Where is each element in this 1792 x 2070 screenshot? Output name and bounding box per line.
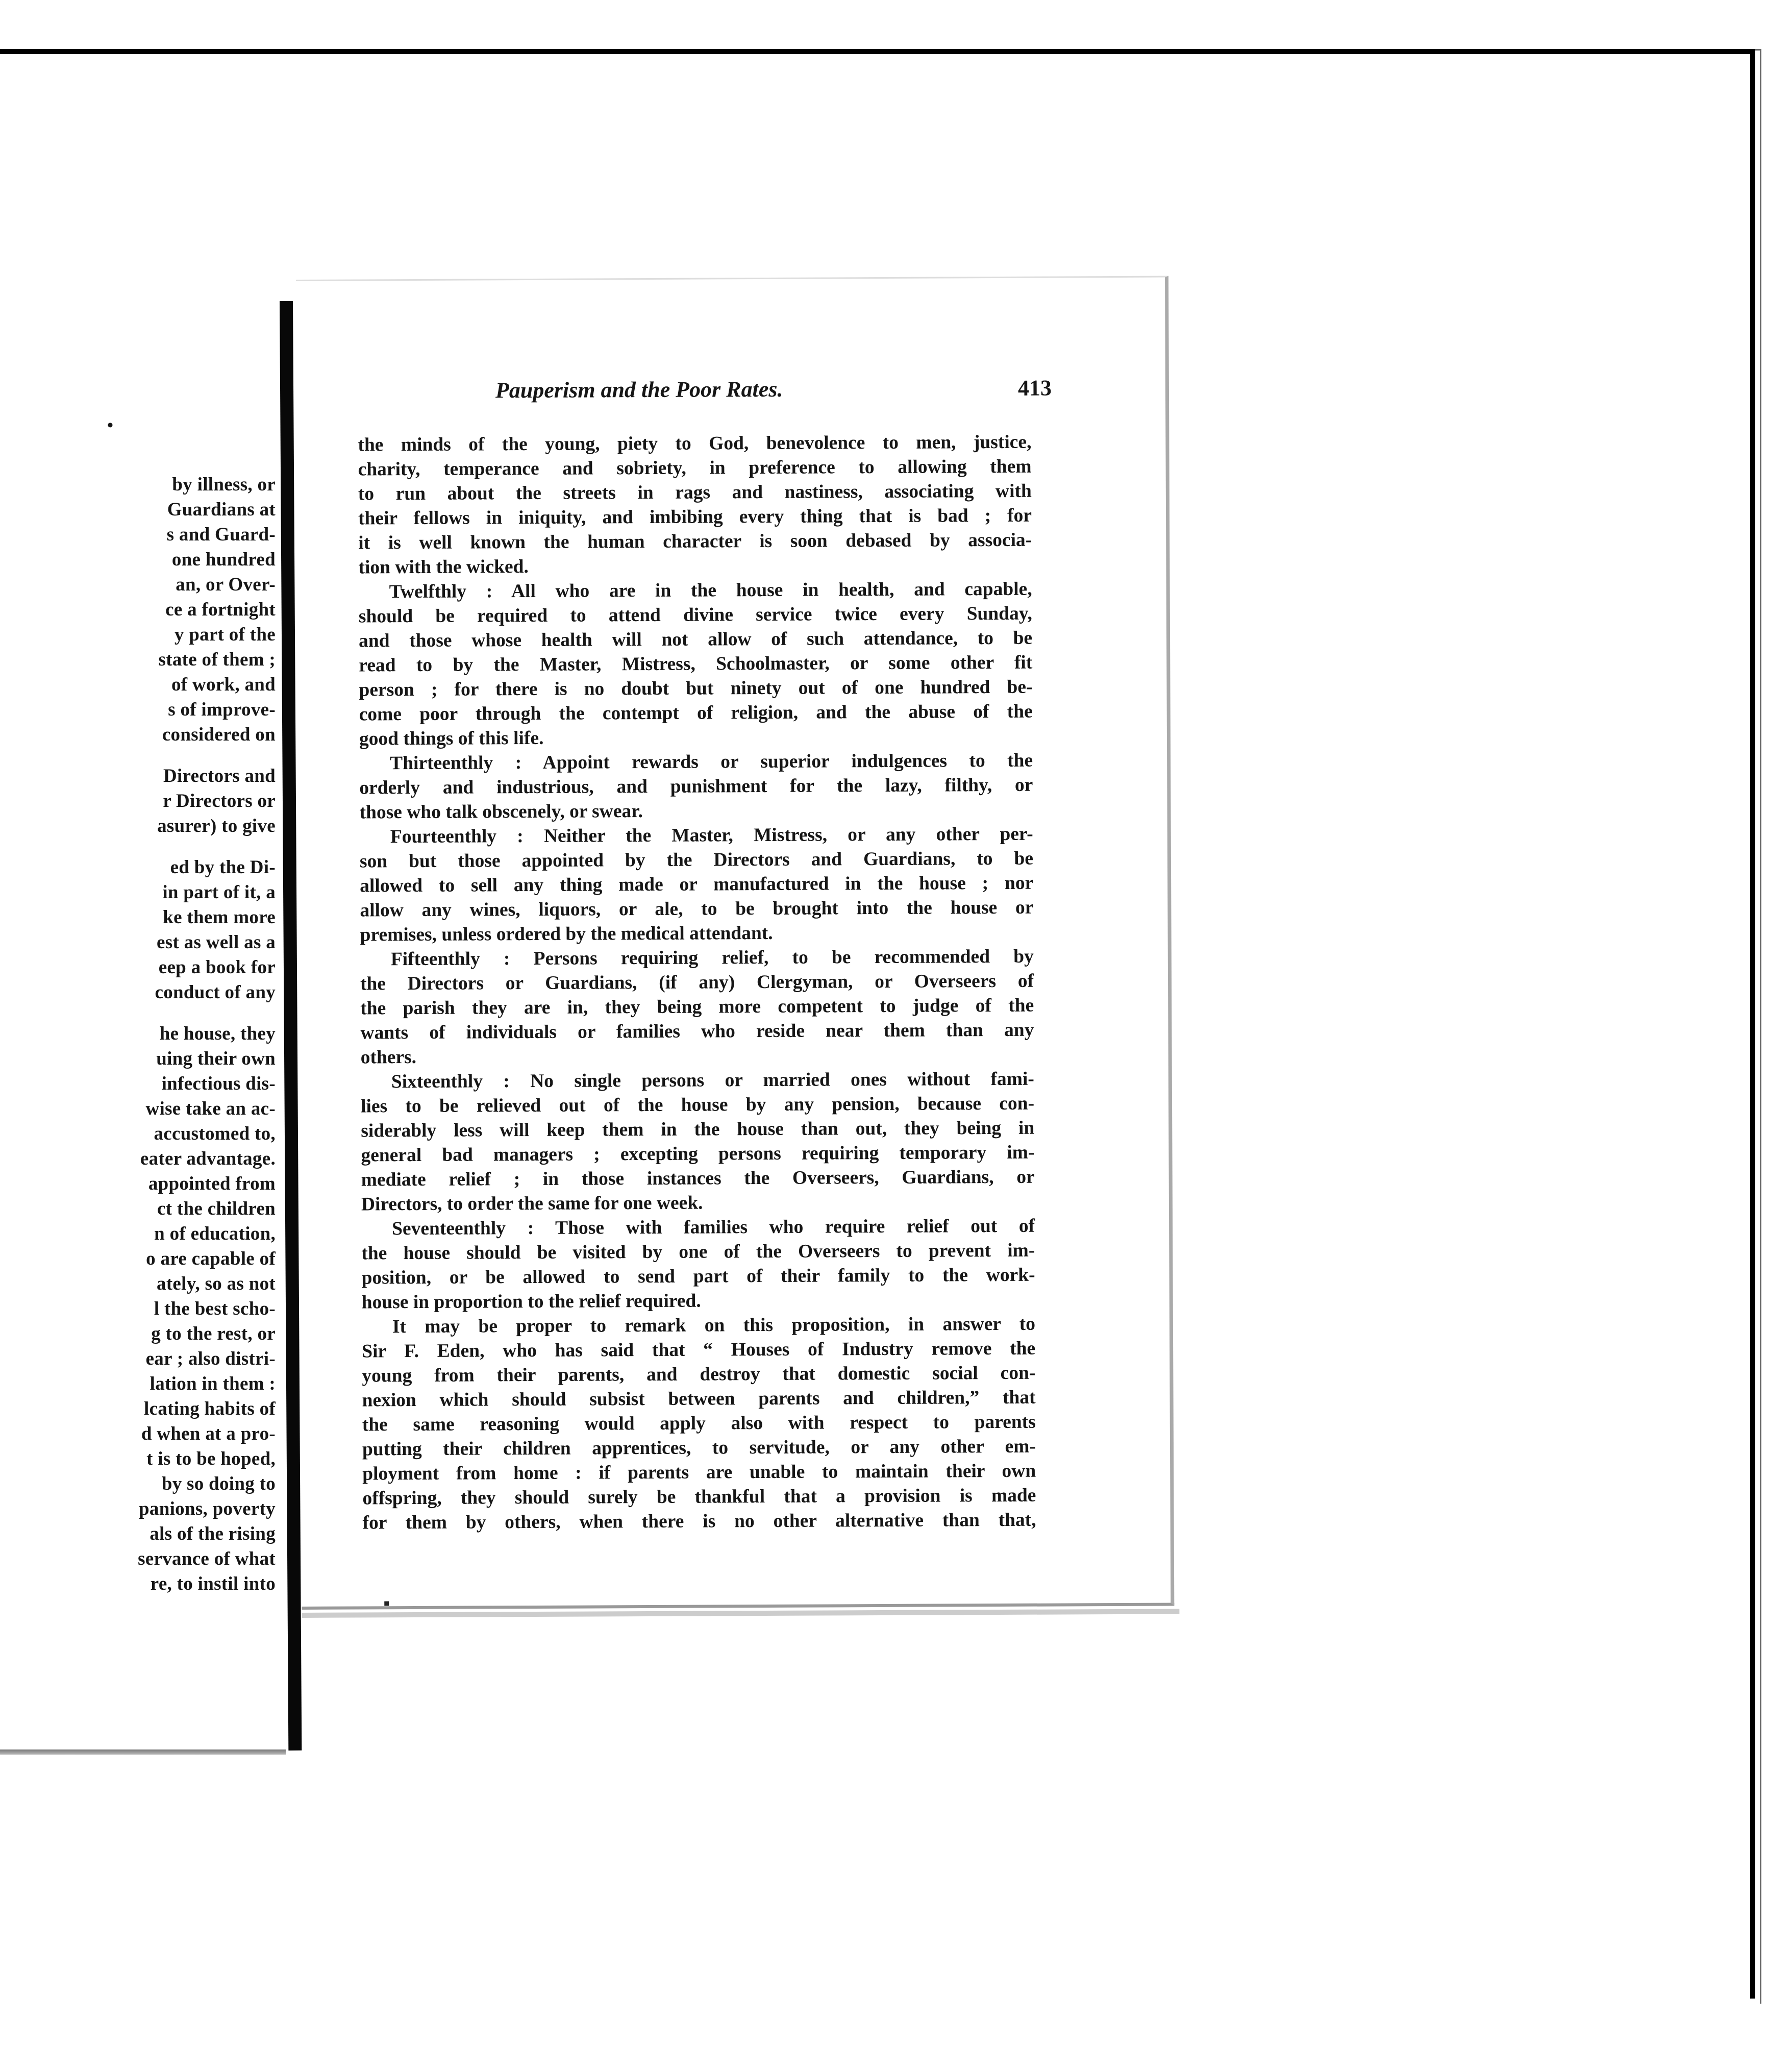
left-page-text [138,472,276,1596]
left-line: eater advantage. [140,1148,276,1169]
text-line: Fifteenthly : Persons requiring relief, to be recommended by [390,946,1034,970]
left-line: s and Guard- [166,524,276,545]
text-line: premises, unless ordered by the medical attendant. [360,922,773,946]
left-line: ed by the Di- [170,857,276,878]
text-line: for them by others, when there is no other alternative than that, [362,1509,1036,1534]
left-line: y part of the [174,624,276,645]
left-line: ke them more [163,907,276,928]
left-line: g to the rest, or [151,1323,276,1344]
text-line: ployment from home : if parents are unable to maintain their own [362,1460,1036,1485]
text-line: others. [360,1046,417,1068]
left-line: he house, they [159,1023,276,1044]
left-line: accustomed to, [154,1123,276,1144]
text-line: charity, temperance and sobriety, in preference to allowing them [358,456,1032,480]
left-line: wise take an ac- [145,1098,276,1119]
text-line: the Directors or Guardians, (if any) Clergyman, or Overseers of [360,970,1034,995]
left-line: asurer) to give [157,816,276,836]
text-line: Twelfthly : All who are in the house in health, and capable, [389,578,1032,603]
text-line: Sir F. Eden, who has said that “ Houses of Industry remove the [362,1338,1036,1362]
text-line: mediate relief ; in those instances the Overseers, Guardians, or [361,1166,1035,1191]
text-line: and those whose health will not allow of such attendance, to be [359,627,1033,652]
text-line: Sixteenthly : No single persons or married ones without fami- [391,1068,1034,1093]
left-line: ear ; also distri- [145,1348,276,1369]
left-line: als of the rising [150,1523,276,1544]
left-line: lcating habits of [144,1398,276,1419]
left-line: of work, and [171,674,276,695]
text-line: read to by the Master, Mistress, Schoolmaster, or some other fit [359,652,1033,676]
ink-speck: ▪ [383,1593,390,1614]
text-line: the minds of the young, piety to God, benevolence to men, justice, [358,431,1032,456]
text-line: allow any wines, liquors, or ale, to be brought into the house or [360,897,1034,921]
text-line: person ; for there is no doubt but ninety out of one hundred be- [359,676,1033,701]
left-line: panions, poverty [139,1498,276,1519]
left-page-mark: • [107,416,113,435]
left-line: Directors and [163,766,276,786]
left-line: infectious dis- [161,1073,276,1094]
text-line: nexion which should subsist between parents and children,” that [362,1387,1036,1411]
left-line: considered on [162,724,276,745]
text-line: house in proportion to the relief required. [361,1290,701,1313]
left-line: in part of it, a [162,882,276,903]
text-line: Thirteenthly : Appoint rewards or superior indulgences to the [390,750,1033,774]
text-line: allowed to sell any thing made or manufactured in the house ; nor [360,872,1034,897]
page-number: 413 [1017,375,1052,401]
text-line: the parish they are in, they being more competent to judge of the [360,995,1034,1019]
running-head [495,375,1052,403]
text-line: offspring, they should surely be thankful that a provision is made [362,1485,1036,1509]
left-line: one hundred [171,549,276,570]
left-line: ct the children [157,1198,276,1219]
left-line: d when at a pro- [141,1423,276,1444]
left-line: re, to instil into [150,1573,276,1594]
left-line: o are capable of [146,1248,276,1269]
text-line: Fourteenthly : Neither the Master, Mistress, or any other per- [390,823,1033,848]
text-line: wants of individuals or families who reside near them than any [360,1019,1034,1044]
text-line: tion with the wicked. [358,556,529,578]
right-page [296,276,1174,1614]
text-line: lies to be relieved out of the house by any pension, because con- [360,1093,1035,1117]
text-line: orderly and industrious, and punishment for the lazy, filthy, or [359,774,1033,799]
left-line: appointed from [148,1173,276,1194]
text-line: it is well known the human character is soon debased by associa- [358,529,1032,554]
left-line: Guardians at [167,499,276,520]
left-line: eep a book for [158,957,276,978]
left-line: lation in them : [150,1373,276,1394]
text-line: come poor through the contempt of religion, and the abuse of the [359,701,1033,725]
text-line: siderably less will keep them in the house than out, they being in [361,1117,1035,1142]
text-line: Seventeenthly : Those with families who require relief out of [392,1215,1035,1240]
left-line: t is to be hoped, [146,1448,276,1469]
left-line: state of them ; [158,649,276,670]
text-line: those who talk obscenely, or swear. [359,801,643,823]
left-line: l the best scho- [154,1298,276,1319]
left-line: by so doing to [161,1473,276,1494]
left-line: conduct of any [155,982,276,1003]
text-line: son but those appointed by the Directors and Guardians, to be [359,848,1034,872]
text-line: putting their children apprentices, to servitude, or any other em- [362,1436,1036,1460]
text-line: Directors, to order the same for one week. [361,1192,703,1215]
text-line: the house should be visited by one of the Overseers to prevent im- [361,1240,1035,1264]
left-line: uing their own [156,1048,276,1069]
left-page-bottom-edge [0,1749,286,1755]
left-line: est as well as a [157,932,276,953]
text-line: the same reasoning would apply also with respect to parents [362,1411,1036,1436]
text-line: general bad managers ; excepting persons requiring temporary im- [361,1142,1035,1166]
text-line: should be required to attend divine service twice every Sunday, [358,603,1032,627]
body-text [358,430,1036,1536]
text-line: to run about the streets in rags and nastiness, associating with [358,480,1032,505]
text-line: position, or be allowed to send part of their family to the work- [361,1264,1035,1289]
text-line: their fellows in iniquity, and imbibing every thing that is bad ; for [358,505,1032,529]
left-line: by illness, or [172,474,276,495]
left-line: ately, so as not [157,1273,276,1294]
text-line: young from their parents, and destroy that domestic social con- [362,1362,1036,1387]
left-line: servance of what [138,1548,276,1569]
text-line: It may be proper to remark on this proposition, in answer to [392,1313,1036,1338]
text-line: good things of this life. [359,727,544,750]
left-line: ce a fortnight [165,599,276,620]
left-line: s of improve- [168,699,276,720]
left-line: r Directors or [163,791,276,811]
left-line: n of education, [154,1223,276,1244]
left-facing-page [0,286,286,1776]
left-line: an, or Over- [176,574,276,595]
running-title: Pauperism and the Poor Rates. [495,376,783,403]
